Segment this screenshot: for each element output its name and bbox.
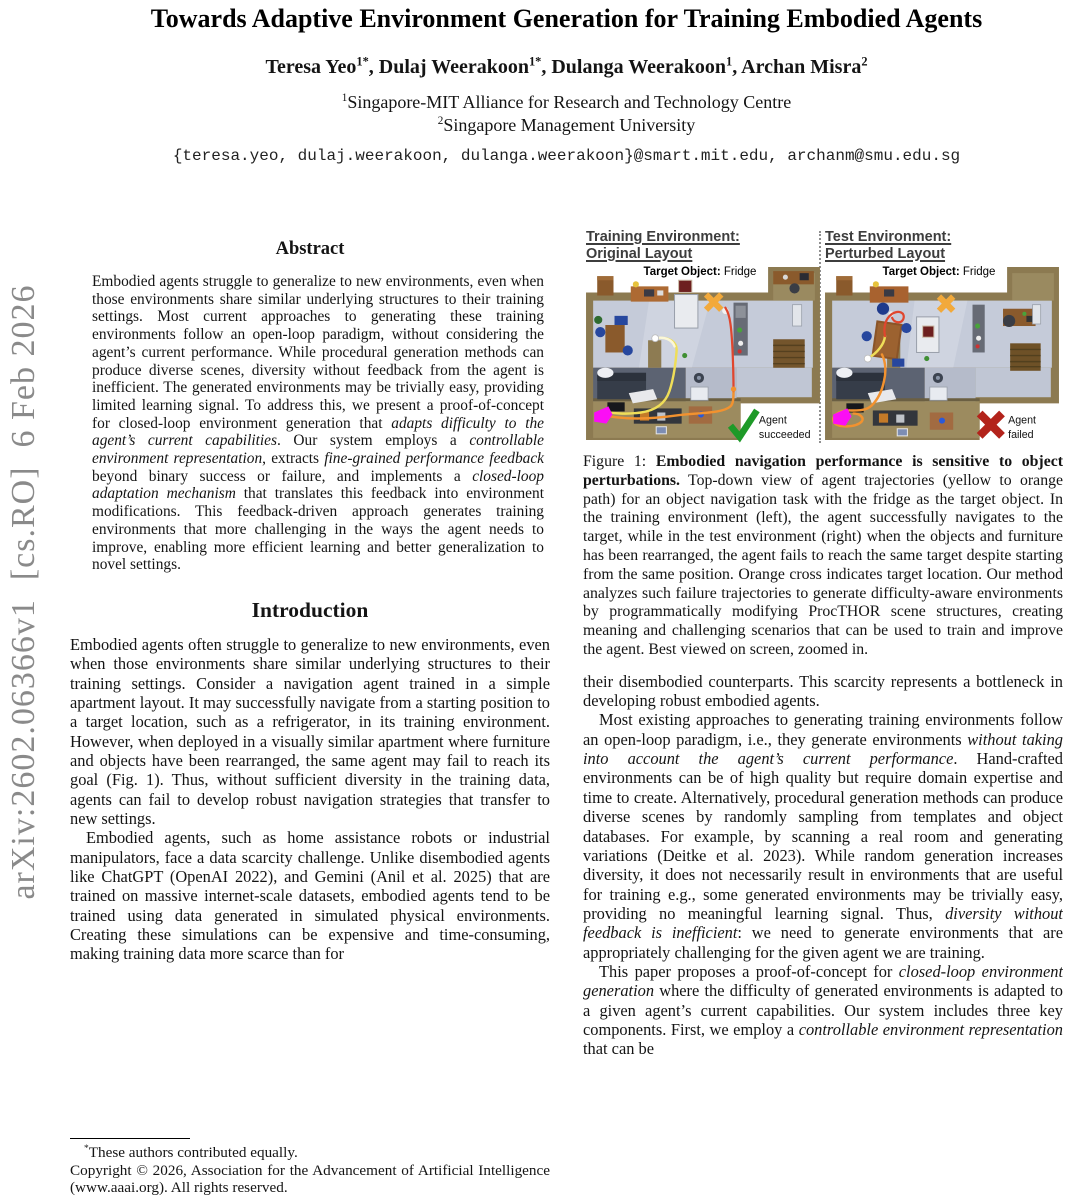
arxiv-watermark: arXiv:2602.06366v1 [cs.RO] 6 Feb 2026 xyxy=(5,284,42,900)
paragraph: Embodied agents often struggle to generalize to new environments, even when those environments share similar underlying structures to their training settings. Consider a navigation agent trained in a simple apartment layout. It may successfully navigate from a starting position to a target location, such as a refrigerator, in its training environment. However, when deployed in a visually similar apartment where furniture and objects have been rearranged, the same agent may fail to reach its goal (Fig. 1). Thus, without sufficient diversity in the training data, agents can fail to develop robust navigation strategies that transfer to new settings. xyxy=(70,634,550,829)
author: Dulanga Weerakoon$^1$, xyxy=(551,54,742,78)
right-column-body xyxy=(583,672,1063,1059)
introduction-heading: Introduction xyxy=(251,597,369,622)
paragraph: Embodied agents, such as home assistance robots or industrial manipulators, face a data scarcity challenge. Unlike disembodied agents like ChatGPT (OpenAI 2022), and Gemini (Anil et al. 2025) that are trained on massive internet-scale datasets, embodied agents tend to be trained using data generated in simulated physical environments. Creating these simulations can be expensive and time-consuming, making training data more scarce than for xyxy=(70,828,550,964)
figure-caption: Figure 1: Embodied navigation performance is sensitive to object perturbations. Top-down view of agent trajectories (yellow to orange path) for an object navigation task with the fridge as the target object. In the training environment (left), the agent successfully navigates to the target, while in the test environment (right) when the objects and furniture has been rearranged, the agent fails to reach the same target despite starting from the same position. Orange cross indicates target location. Our method analyzes such failure trajectories to generate difficulty-aware environments by programmatically modifying ProcTHOR scene structures, creating meaning and challenging scenarios that can be used to train and improve the agent. Best viewed on screen, zoomed in. xyxy=(583,453,1063,658)
emails-line: {teresa.yeo, dulaj.weerakoon, dulanga.weerakoon}@smart.mit.edu, archanm@smu.edu.sg xyxy=(172,147,961,165)
abstract-text: Embodied agents struggle to generalize to new environments, even when those environments share similar underlying structures to their training settings. Most current approaches to generating these training environments follow an open-loop paradigm, without considering the agent’s current performance. While procedural generation methods can produce diverse scenes, diversity without feedback from the agent is inefficient. The generated environments may be trivially easy, providing limited learning signal. To address this, we present a proof-of-concept for closed-loop environment generation that adapts difficulty to the agent’s current capabilities. Our system employs a controllable environment representation, extracts fine-grained performance feedback beyond binary success or failure, and implements a closed-loop adaptation mechanism that translates this feedback into environment modifications. This feedback-driven approach generates training environments that more challenging in the ways the agent needs to improve, enabling more efficient learning and better generalization to novel settings. xyxy=(92,273,545,574)
paper-page xyxy=(0,4,1070,1200)
footnote-rule xyxy=(70,1138,190,1139)
target-object-label: Target Object: Fridge xyxy=(882,266,996,278)
path-node xyxy=(731,386,736,391)
affiliations xyxy=(70,91,1063,137)
path-start-dot xyxy=(864,355,871,362)
footnote-copyright: Copyright © 2026, Association for the Advancement of Artificial Intelligence (www.aaai.org). All rights reserved. xyxy=(70,1161,550,1197)
result-failure xyxy=(980,414,1036,441)
failure-cross-icon xyxy=(980,414,1002,436)
path-start-dot xyxy=(652,335,659,342)
introduction-section xyxy=(70,598,550,964)
result-success xyxy=(730,410,810,440)
result-text-line1: Agent xyxy=(1008,414,1037,427)
authors-line xyxy=(70,56,1063,79)
figure-panel-training xyxy=(583,229,817,443)
paper-title: Towards Adaptive Environment Generation for Training Embodied Agents xyxy=(150,4,983,33)
affiliation-line: $^2$Singapore Management University xyxy=(437,115,696,135)
paragraph: their disembodied counterparts. This scarcity represents a bottleneck in developing robust embodied agents. xyxy=(583,671,1063,711)
panel-title-training: Training Environment: Original Layout xyxy=(586,229,740,262)
author: Teresa Yeo$^{1*}$, xyxy=(265,54,379,78)
panel-title-test: Test Environment: Perturbed Layout xyxy=(825,229,952,262)
figure-1 xyxy=(583,229,1063,660)
paragraph: This paper proposes a proof-of-concept for closed-loop environment generation where the difficulty of generated environments is adapted to a given agent’s current capabilities. Our system includes three key components. First, we employ a controllable environment representation that can be xyxy=(583,961,1063,1059)
target-object-label: Target Object: Fridge xyxy=(643,266,757,278)
two-column-body xyxy=(70,165,1063,1200)
abstract-section xyxy=(70,239,550,574)
paragraph: Most existing approaches to generating training environments follow an open-loop paradigm, i.e., they generate environments without taking into account the agent’s current performance. Hand-crafted environments can be of high quality but require domain expertise and time to create. Alternatively, procedural generation methods can produce diverse scenes by randomly sampling from templates and object databases. For example, by scanning a real room and generating variations (Deitke et al. 2023). While random generation increases diversity, it does not necessarily result in environments that are useful for training e.g., some generated environments may be trivially easy, providing no meaningful learning signal. Thus, diversity without feedback is inefficient: we need to generate environments that are appropriately challenging for the given agent we are training. xyxy=(583,710,1063,962)
right-column xyxy=(583,165,1063,1200)
left-column xyxy=(70,165,550,1200)
floorplan-training-svg xyxy=(586,265,820,443)
author: Archan Misra$^2$ xyxy=(741,54,868,78)
result-text-line2: failed xyxy=(1008,428,1034,441)
figure-panel-test xyxy=(822,229,1056,443)
footnote xyxy=(70,1138,550,1197)
affiliation-line: $^1$Singapore-MIT Alliance for Research and Technology Centre xyxy=(341,92,792,112)
floorplan-test-svg xyxy=(825,265,1059,443)
abstract-heading: Abstract xyxy=(275,239,345,259)
result-text-line1: Agent xyxy=(758,414,787,427)
footnote-equal-contribution: *These authors contributed equally. xyxy=(84,1144,298,1162)
author: Dulaj Weerakoon$^{1*}$, xyxy=(378,54,552,78)
paper-header xyxy=(70,4,1063,165)
result-text-line2: succeeded xyxy=(758,428,811,441)
